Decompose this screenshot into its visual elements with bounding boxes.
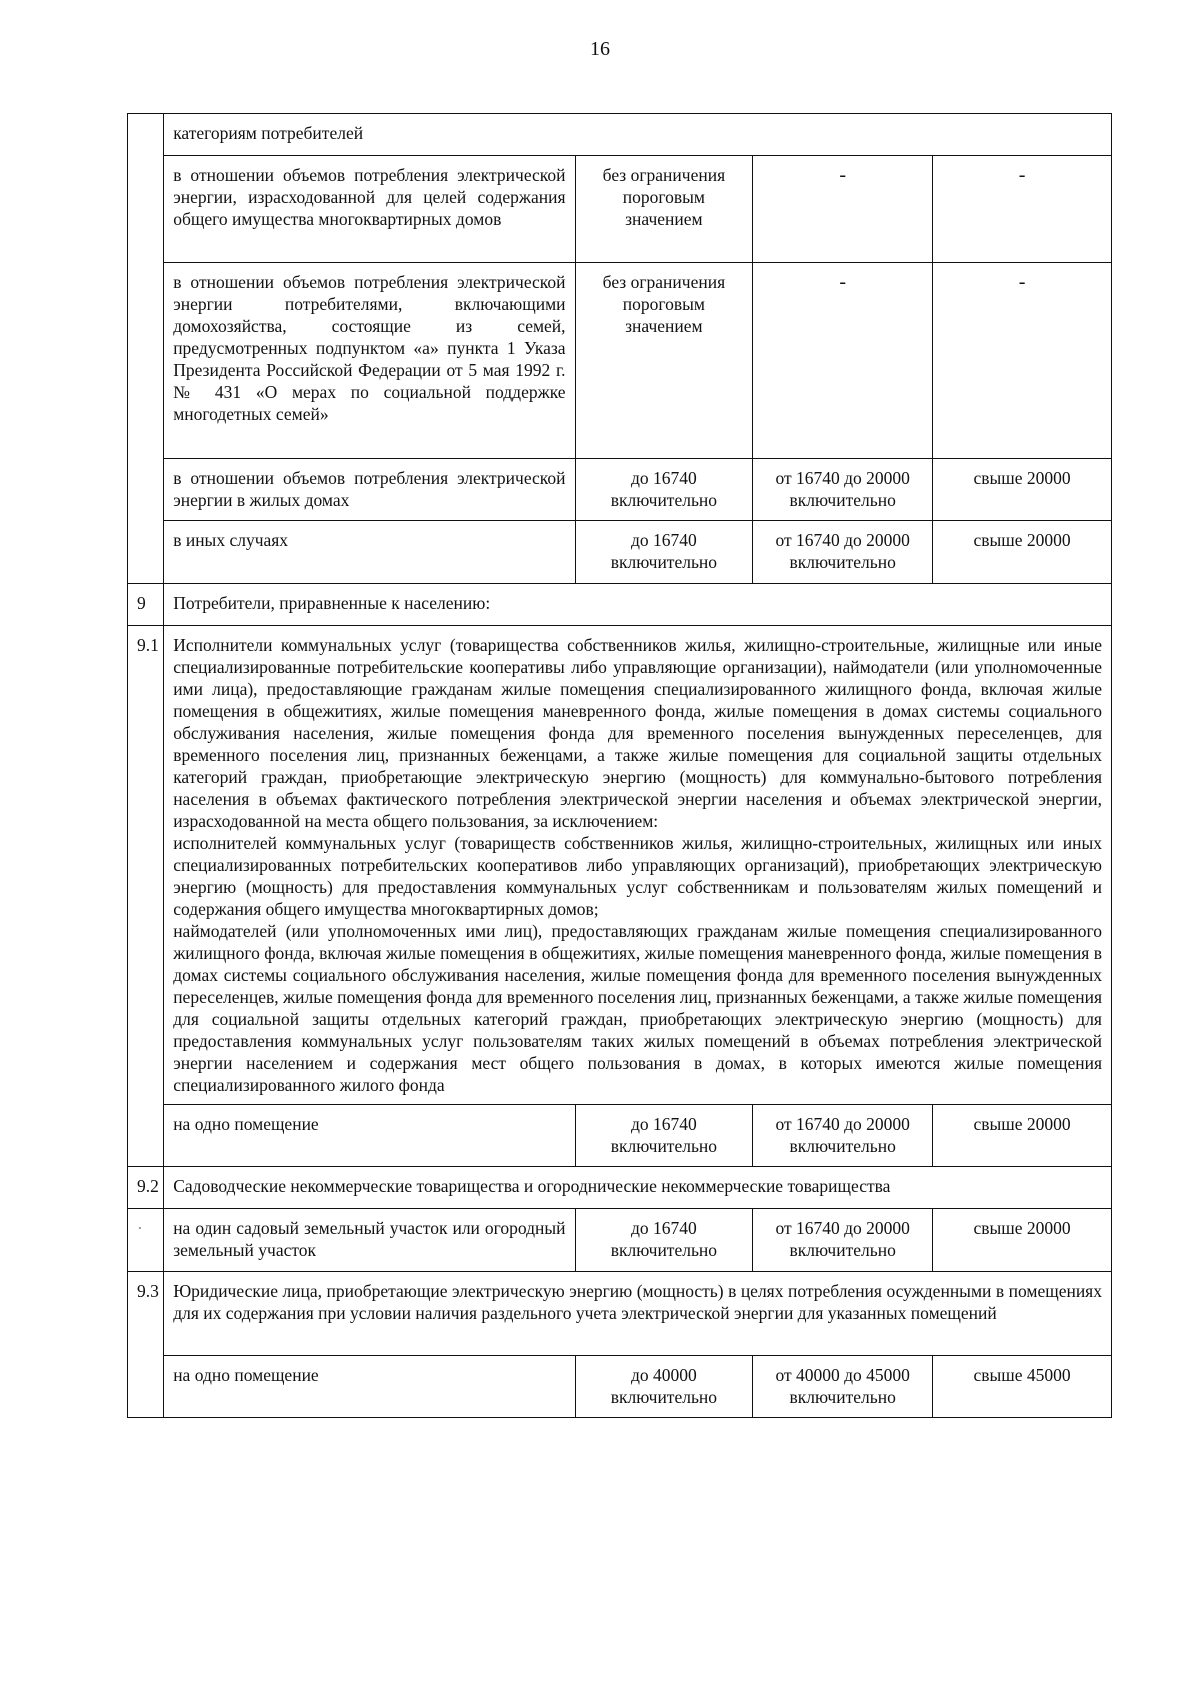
range-cell-1	[575, 263, 753, 459]
range-text: включительно	[789, 1136, 896, 1156]
table-row	[128, 1209, 1112, 1272]
table-row	[128, 1272, 1112, 1356]
range-cell-2	[753, 521, 933, 584]
range-text: включительно	[610, 1136, 718, 1156]
range-cell-2	[753, 459, 933, 521]
range-text: от 16740 до 20000	[775, 1218, 910, 1238]
range-text: включительно	[789, 1240, 896, 1260]
table-row	[128, 459, 1112, 521]
range-cell-3: свыше 45000	[933, 1356, 1112, 1418]
row-description: в отношении объемов потребления электрической энергии потребителями, включающими домохозяйства, состоящие из семей, предусмотренных подпунктом «а» пункта 1 Указа Президента Российской Федерации от 5 мая 1992 г. № 431 «О мерах по социальной поддержке многодетных семей»	[164, 263, 575, 459]
page-number: 16	[590, 38, 610, 60]
range-text: включительно	[789, 552, 896, 572]
range-cell-2	[753, 1356, 933, 1418]
range-text: от 16740 до 20000	[775, 530, 910, 550]
section-text	[164, 626, 1112, 1105]
table-row	[128, 156, 1112, 263]
row-description: на одно помещение	[164, 1356, 575, 1418]
section-paragraph: Исполнители коммунальных услуг (товарищества собственников жилья, жилищно-строительные, жилищные или иные специализированные потребительские кооперативы либо управляющие организации), наймодатели (или уполномоченные ими лица), предоставляющие гражданам жилые помещения специализированного жилищного фонда, включая жилые помещения в общежитиях, жилые помещения маневренного фонда, жилые помещения в домах системы социального обслуживания населения, жилые помещения фонда для временного поселения вынужденных переселенцев, для временного поселения лиц, признанных беженцами, а также жилые помещения для социальной защиты отдельных категорий граждан, приобретающие электрическую энергию (мощность) для коммунально-бытового потребления населения в объемах фактического потребления электрической энергии населения и объемах электрической энергии, израсходованной на места общего пользования, за исключением:	[173, 635, 1102, 831]
range-text: от 16740 до 20000	[775, 1114, 910, 1134]
range-text: до 40000	[631, 1365, 697, 1385]
range-text: включительно	[789, 490, 896, 510]
range-text: до 16740	[631, 530, 697, 550]
row-description: на одно помещение	[164, 1105, 575, 1167]
range-text: от 40000 до 45000	[775, 1365, 910, 1385]
range-cell-1	[575, 459, 753, 521]
table-row	[128, 1105, 1112, 1167]
table-row	[128, 263, 1112, 459]
category-heading: категориям потребителей	[164, 114, 1112, 156]
table-row	[128, 1167, 1112, 1209]
range-cell-3: свыше 20000	[933, 1105, 1112, 1167]
range-cell-3: свыше 20000	[933, 521, 1112, 584]
section-text: Юридические лица, приобретающие электрическую энергию (мощность) в целях потребления осужденными в помещениях для их содержания при условии наличия раздельного учета электрической энергии для указанных помещений	[164, 1272, 1112, 1356]
range-text: от 16740 до 20000	[775, 468, 910, 488]
range-cell-1	[575, 521, 753, 584]
range-cell-2	[753, 1105, 933, 1167]
table-row	[128, 626, 1112, 1105]
row-number: 9.1	[128, 626, 164, 1167]
range-text: включительно	[610, 552, 718, 572]
range-text: до 16740	[631, 1114, 697, 1134]
section-heading: Потребители, приравненные к населению:	[164, 584, 1112, 626]
range-cell-2: -	[753, 263, 933, 459]
table-row	[128, 584, 1112, 626]
range-cell-2	[753, 1209, 933, 1272]
range-text: включительно	[610, 1387, 718, 1407]
row-number: 9.3	[128, 1272, 164, 1418]
range-cell-1	[575, 156, 753, 263]
range-text: без ограничения	[602, 272, 726, 292]
range-text: до 16740	[631, 468, 697, 488]
range-cell-1	[575, 1209, 753, 1272]
range-text: до 16740	[631, 1218, 697, 1238]
section-heading: Садоводческие некоммерческие товарищества и огороднические некоммерческие товарищества	[164, 1167, 1112, 1209]
row-number: 9.2	[128, 1167, 164, 1209]
range-text: включительно	[610, 1240, 718, 1260]
range-cell-1	[575, 1105, 753, 1167]
row-description: в отношении объемов потребления электрической энергии в жилых домах	[164, 459, 575, 521]
tariff-threshold-table	[127, 113, 1112, 1418]
row-description: на один садовый земельный участок или огородный земельный участок	[164, 1209, 575, 1272]
range-cell-3: -	[933, 263, 1112, 459]
row-number: ·	[128, 1209, 164, 1272]
range-text: включительно	[789, 1387, 896, 1407]
range-text: значением	[625, 209, 703, 229]
range-text: пороговым	[622, 187, 705, 207]
section-paragraph: исполнителей коммунальных услуг (товариществ собственников жилья, жилищно-строительных, жилищных или иных специализированных потребительских кооперативов либо управляющих организаций), приобретающих электрическую энергию (мощность) для предоставления коммунальных услуг собственникам и пользователям жилых помещений и содержания общего имущества многоквартирных домов;	[173, 833, 1102, 919]
range-text: пороговым	[622, 294, 705, 314]
table-row	[128, 1356, 1112, 1418]
range-cell-1	[575, 1356, 753, 1418]
row-number: 9	[128, 584, 164, 626]
range-cell-2: -	[753, 156, 933, 263]
table-row	[128, 521, 1112, 584]
section-paragraph: наймодателей (или уполномоченных ими лиц), предоставляющих гражданам жилые помещения специализированного жилищного фонда, включая жилые помещения в общежитиях, жилые помещения маневренного фонда, жилые помещения в домах системы социального обслуживания населения, жилые помещения фонда для временного поселения вынужденных переселенцев, жилые помещения фонда для временного поселения лиц, признанных беженцами, а также жилые помещения для социальной защиты отдельных категорий граждан, приобретающих электрическую энергию (мощность) для предоставления коммунальных услуг пользователям таких жилых помещений в объемах потребления электрической энергии населением и содержания мест общего пользования в домах, в которых имеются жилые помещения специализированного жилого фонда	[173, 921, 1102, 1095]
table-row	[128, 114, 1112, 156]
range-text: без ограничения	[602, 165, 726, 185]
range-text: включительно	[610, 490, 718, 510]
row-description: в отношении объемов потребления электрической энергии, израсходованной для целей содержания общего имущества многоквартирных домов	[164, 156, 575, 263]
range-cell-3: свыше 20000	[933, 459, 1112, 521]
range-cell-3: свыше 20000	[933, 1209, 1112, 1272]
row-number-cell	[128, 114, 164, 584]
range-cell-3: -	[933, 156, 1112, 263]
row-description: в иных случаях	[164, 521, 575, 584]
range-text: значением	[625, 316, 703, 336]
